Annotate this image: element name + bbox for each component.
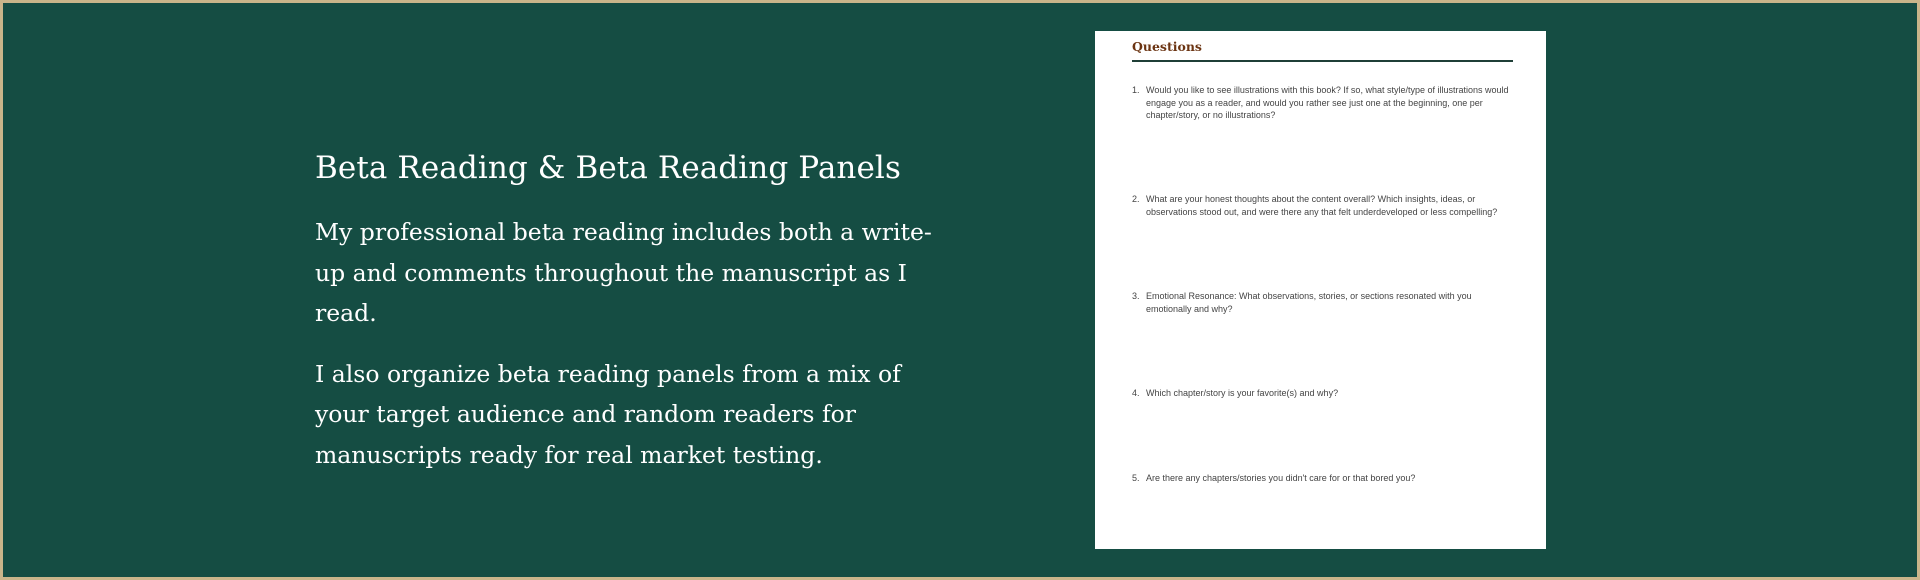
document-heading: Questions bbox=[1132, 39, 1202, 54]
question-number: 4. bbox=[1132, 388, 1140, 398]
page-title: Beta Reading & Beta Reading Panels bbox=[315, 150, 901, 186]
question-text: Are there any chapters/stories you didn't care for or that bored you? bbox=[1146, 473, 1416, 483]
question-item bbox=[1132, 193, 1513, 218]
question-item bbox=[1132, 472, 1513, 485]
question-item bbox=[1132, 387, 1513, 400]
intro-text-block bbox=[315, 146, 955, 495]
question-number: 1. bbox=[1132, 85, 1140, 95]
question-text: Emotional Resonance: What observations, stories, or sections resonated with you emotionally and why? bbox=[1146, 291, 1472, 314]
question-number: 3. bbox=[1132, 291, 1140, 301]
questionnaire-document-image bbox=[1095, 31, 1546, 549]
question-item bbox=[1132, 84, 1513, 122]
intro-paragraph-2: I also organize beta reading panels from a mix of your target audience and random readers for manuscripts ready for real market testing. bbox=[315, 359, 901, 469]
question-number: 2. bbox=[1132, 194, 1140, 204]
question-number: 5. bbox=[1132, 473, 1140, 483]
question-text: Which chapter/story is your favorite(s) and why? bbox=[1146, 388, 1339, 398]
intro-paragraph-1: My professional beta reading includes both a write-up and comments throughout the manuscript as I read. bbox=[315, 218, 932, 327]
question-item bbox=[1132, 290, 1513, 315]
heading-divider bbox=[1132, 60, 1513, 62]
question-text: Would you like to see illustrations with this book? If so, what style/type of illustrations would engage you as a reader, and would you rather see just one at the beginning, one per chapter/story, or no illustrations? bbox=[1146, 85, 1509, 120]
question-text: What are your honest thoughts about the content overall? Which insights, ideas, or observations stood out, and were there any that felt underdeveloped or less compelling? bbox=[1146, 194, 1498, 217]
